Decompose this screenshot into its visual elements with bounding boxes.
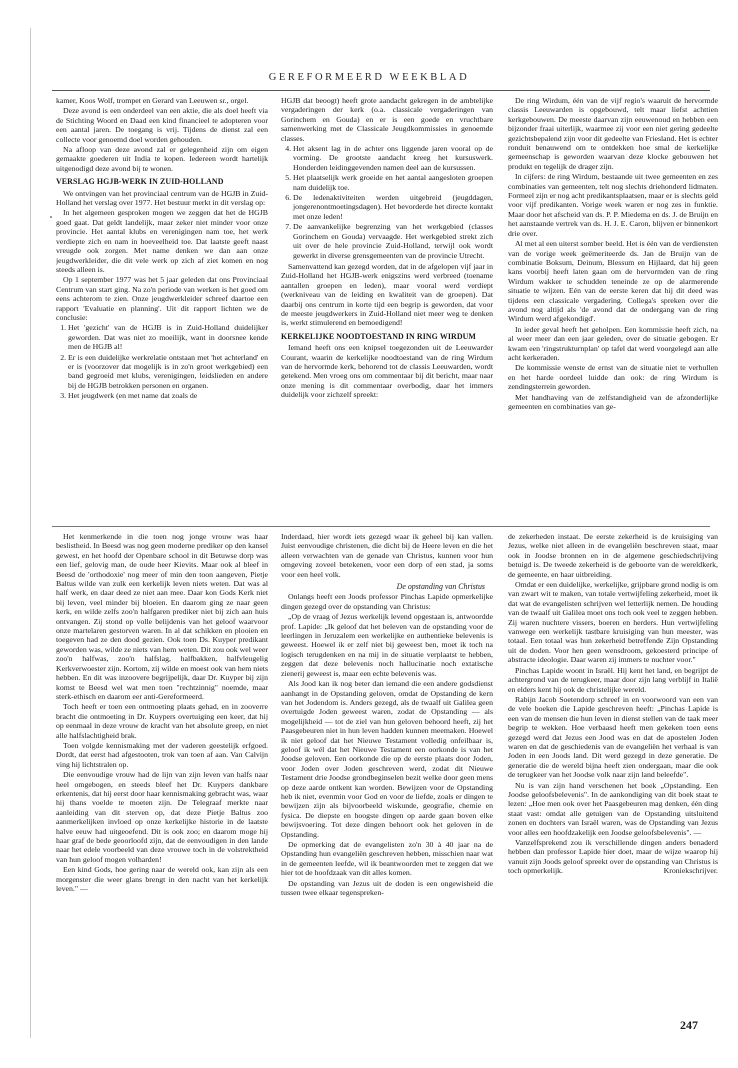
paragraph-final [508, 838, 718, 876]
list-item: 6. De ledenaktiviteiten werden uitgebreid (jeugddagen, jongerenontmoetingsdagen). Het bevorderde het directe kontakt met onze leden! [293, 193, 493, 221]
list-item: 5. Het plaatselijk werk groeide en het aantal aangesloten groepen nam duidelijk toe. [293, 173, 493, 192]
section-divider-rule [52, 526, 710, 527]
paragraph: „Op de vraag of Jezus werkelijk levend opgestaan is, antwoordde prof. Lapide: „Ik geloof dat het beleven van de opstanding voor de leerlingen in Jeruzalem een werkelijke en authentieke belevenis is geweest. Hoewel ik er zelf niet bij geweest ben, moet ik toch na logisch terugdenken en na mij in de situatie verplaatst te hebben, zeggen dat deze belevenis noch hallucinatie noch extatische zienerij geweest is, maar een echte belevenis was. [281, 612, 493, 678]
paragraph: In cijfers: de ring Wirdum, bestaande uit twee gemeenten en zes combinaties van gemeenten, telt nog slechts driehonderd lidmaten. Formeel zijn er nog acht predikantsplaatsen, maar er is slechts geld voor vijf predikanten. Vorige week waren er nog zes in funktie. Maar door het afscheid van ds. P. P. Miedema en ds. J. de Bruijn en het aanstaande vertrek van ds. H. J. E. Caron, blijven er binnenkort drie over. [508, 172, 718, 238]
paragraph: De opmerking dat de evangelisten zo'n 30 à 40 jaar na de Opstanding hun evangeliën geschreven hebben, misschien naar wat in de gemeenten leefde, wil ik beantwoorden met te zeggen dat we hier tot de hoofdzaak van dit alles komen. [281, 840, 493, 878]
paragraph: In het algemeen gesproken mogen we zeggen dat het de HGJB goed gaat. Dat geldt landelijk, maar zeker niet minder voor onze provincie. Het aantal klubs en verenigingen nam toe, het werk verdiepte zich en nam in hoeveelheid toe. Dat laatste geeft naast vreugde ook zorgen. Met name denken we dan aan onze jeugdwerkleider, die dit vele werk op zich af ziet komen en nog steeds alleen is. [56, 208, 268, 274]
author-signature: Kroniekschrijver. [663, 866, 718, 876]
paragraph: de zekerheden instaat. De eerste zekerheid is de kruisiging van Jezus, welke niet alleen in de evangeliën beschreven staat, maar ook in Joodse bronnen en in de algemene geschiedschrijving betuigd is. De tweede zekerheid is de geboorte van de wereldkerk, de gemeente, en haar uitbreiding. [508, 532, 718, 579]
paragraph: Pinchas Lapide woont in Israël. Hij kent het land, en begrijpt de achtergrond van de terugkeer, maar door zijn lang verblijf in Italië en elders kent hij ook de christelijke wereld. [508, 665, 718, 694]
paragraph: Als Jood kan ik nog beter dan iemand die een andere godsdienst aanhangt in de Opstanding geloven, omdat de Opstanding de kern van het Jodendom is. Anders gezegd, als de twaalf uit Galilea geen overtuigde Joden geweest waren, zodat de Opstanding — als mogelijkheid — tot de ziel van hun geloven behoord heeft, zij het Paasgebeuren niet in hun leven hadden kunnen meemaken. Hoewel ik niet geloof dat het Nieuwe Testament volledig onfeilbaar is, geloof ik wél dat het Nieuwe Testament een oorkonde is van het Joodse geloven. Een oorkonde die op de eerste plaats door Joden, voor Joden over Joden geschreven werd, zodat dit Nieuwe Testament drie Joodse grondbeginselen bezit welke door geen mens op deze aarde ontkent kan worden. Bewijzen voor de Opstanding heb ik niet, evenmin voor God en voor de liefde, zoals er dingen te bewijzen zijn als bijvoorbeeld wiskunde, geografie, chemie en fysica. De diepste en hoogste dingen op aarde gaan boven elke bewijsvoering. Tot deze dingen behoort ook het geloven in de Opstanding. [281, 679, 493, 839]
paragraph: De ring Wirdum, één van de vijf regio's waaruit de hervormde classis Leeuwarden is opgebouwd, telt maar liefst achttien kerkgebouwen. De meeste daarvan zijn eeuwenoud en hebben een bijzonder fraai uiterlijk, waarmee zij voor een niet gering gedeelte gezichtsbepalend zijn voor dit gedeelte van Friesland. Het is echter ronduit benauwend om te ontdekken hoe smal de kerkelijke gemeenschap is geworden waarvan deze klocke gebouwen het produkt en tegelijk de drager zijn. [508, 96, 718, 171]
running-title: GEREFORMEERD WEEKBLAD [268, 72, 470, 83]
section-heading-hgjb: VERSLAG HGJB-WERK IN ZUID-HOLLAND [56, 177, 224, 187]
paragraph: Nu is van zijn hand verschenen het boek „Opstanding. Een Joodse geloofsbelevenis". In de aankondiging van dit boek staat te lezen: „Hoe men ook over het Paasgebeuren mag denken, één ding staat vast: omdat alle getuigen van de Opstanding uitsluitend zonen en dochters van Israël waren, was de Opstanding van Jezus voor alles een hoofdzakelijk een Joodse geloofsbelevenis". — [508, 780, 718, 837]
paragraph: Toch heeft er toen een ontmoeting plaats gehad, en in zooverre bracht die ontmoeting in Dr. Kuypers overtuiging een keer, dat hij op eenmaal in deze vrouw de kracht van het absolute greep, en niet alle halfslachtigheid brak. [56, 702, 268, 740]
header-rule [52, 90, 710, 91]
paragraph: Het kenmerkende in die toen nog jonge vrouw was haar beslistheid. In Beesd was nog geen moderne prediker op den kansel gewest, en het hoofd der Openbare school in dit Betuwse dorp was een lief, gelovig man, de oude heer Kievits. Maar ook al bleef in Beesd de 'orthodoxie' nog meer of min den toon aangeven, Pietje Baltus wilde van zulk een kerkelijk leven niets weten. Dat was al half werk, en daar deed ze niet aan mee. Daar kon Gods Kerk niet bij leven, veel minder bij bloeien. En daarom ging ze naar geen kerk, en wilde zelfs zoo'n halfgaren prediker niet bij zich aan huis ontvangen. Zij stond op volle belijdenis van het geloof waarvoor onze martelaren gestorven waren. In al dat schikken en plooien en toegeven had ze den dood gezien. Ook toen Ds. Kuyper predikant geworden was, wilde ze niets van hem weten. Dit zou ook wel weer zoo'n halfwas, zoo'n halfslag, halfbakken, halfvleugelig Kerkverwoester zijn. Kortom, zij wilde en moest ook van hem niets hebben. En dit was inzoovere begrijpelijk, daar Dr. Kuyper bij zijn komst te Beesd wel wat men toen "rechtzinnig" noemde, maar sterk-ethisch en daarom eer anti-Gereformeerd. [56, 532, 268, 701]
paragraph: Met handhaving van de zelfstandigheid van de afzonderlijke gemeenten en combinaties van ge- [508, 392, 718, 411]
column-3-bottom [508, 532, 718, 1006]
paragraph: Iemand heeft ons een knipsel toegezonden uit de Leeuwarder Courant, waarin de kerkelijke noodtoestand van de ring Wirdum van de hervormde kerk, behorend tot de classis Leeuwarden, wordt getekend. Men vroeg ons om commentaar bij dit bericht, maar naar onze mening is dit commentaar overbodig, daar het immers duidelijk voor zichzelf spreekt: [281, 343, 493, 400]
paragraph: De kommissie wenste de ernst van de situatie niet te verhullen en het harde oordeel luidde dan ook: de ring Wirdum is zendingsterrein geworden. [508, 363, 718, 392]
column-3-top [508, 96, 718, 522]
paragraph: Op 1 september 1977 was het 5 jaar geleden dat ons Provinciaal Centrum van start ging. Na zo'n periode van werken is het goed om eens achterom te zien. Onze jeugdwerkleider schreef daartoe een rapport 'Evaluatie en planning'. Uit dit rapport lichten we de conclusie: [56, 275, 268, 322]
paragraph: Inderdaad, hier wordt iets gezegd waar ik geheel bij kan vallen. Juist eenvoudige christenen, die dicht bij de Heere leven en die het alleen verwachten van de genade van Christus, kunnen voor hun omgeving zoveel betekenen, voor een dorp of een stad, ja soms voor een heel volk. [281, 532, 493, 579]
paragraph: Omdat er een duidelijke, werkelijke, grijpbare grond nodig is om van zwart wit te maken, van totale vertwijfeling zekerheid, moet ik dat wat de evangelisten schrijven wel letterlijk nemen. De houding van de twaalf uit Galilea moet ons toch ook veel te zeggen hebben. Zij waren nuchtere vissers, boeren en herders. Hun vertwijfeling vanwege een werkelijk tastbare kruisiging van hun meester, was totaal. Een totaal was hun zekerheid betreffende Zijn Opstanding uit de doden. Voor hen geen wensdroom, gekoesterd principe of abstracte ideologie. Daar waren zij immers te nuchter voor." [508, 580, 718, 665]
column-1-bottom [56, 532, 268, 1006]
column-2-bottom [281, 532, 493, 1006]
subheading-opstanding: De opstanding van Christus [396, 582, 485, 592]
paragraph: Een kind Gods, hoe gering naar de wereld ook, kan zijn als een morgenster die weer glans brengt in den nacht van het kerkelijk leven." — [56, 865, 268, 894]
column-2-top [281, 96, 493, 522]
paragraph: Deze avond is een onderdeel van een aktie, die als doel heeft via de Stichting Woord en Daad een kind financieel te adopteren voor een aantal jaren. De toegang is vrij. Tijdens de dienst zal een collecte voor genoemd doel worden gehouden. [56, 106, 268, 144]
paragraph: De opstanding van Jezus uit de doden is een ongewisheid die tussen twee elkaar tegenspreken- [281, 878, 493, 898]
paragraph: In ieder geval heeft het geholpen. Een kommissie heeft zich, na al weer meer dan een jaar geleden, over de situatie gebogen. Er kwam een 'ringstrukturnplan' op tafel dat werd voorgelegd aan alle acht kerkeraden. [508, 324, 718, 362]
list-item: 7. De aanvankelijke begrenzing van het werkgebied (classes Gorinchem en Gouda) vervaagde. Het werkgebied strekt zich uit over de hele provincie Zuid-Holland, terwijl ook wordt gewerkt in diverse grensgemeenten van de provincie Utrecht. [293, 222, 493, 260]
paragraph: Rabijn Jacob Soetendorp schreef in en voorwoord van een van de vele boeken die Lapide geschreven heeft: „Pinchas Lapide is een van de mensen die hun leven in dienst stellen van de taak meer begrip te wekken. Hoe verbaasd heeft men gekeken toen eens gezegd werd dat Jezus een Jood was en dat de apostelen Joden waren en dat de geschiedenis van de evangeliën het verhaal is van Joden in een Joods land. Dit werd gezegd in deze generatie. De generatie die de wereld bijna heeft zien ondergaan, maar die ook de terugkeer van het Joodse volk naar zijn land beleefde". [508, 694, 718, 780]
paragraph: Al met al een uiterst somber beeld. Het is één van de verdiensten van de vorige week geëmeriteerde ds. Jan de Bruijn van de combinatie Boksum, Deinum, Blessum en Hijlaard, dat hij geen kans voorbij heeft laten gaan om de hervormden van de ring Wirdum wakker te schudden teneinde ze op de alarmerende situatie te wijzen. Eén van de eerste keren dat hij dit deed was tijdens een classicale vergadering. Collega's spreken over die avond nog altijd als 'de avond dat de ondergang van de ring Wirdum werd afgekondigd'. [508, 239, 718, 324]
paragraph: HGJB dat beoogt) heeft grote aandacht gekregen in de ambtelijke vergaderingen der kerk (o.a. classicale vergaderingen van Gorinchem en Gouda) en er is een goede en vruchtbare samenwerking met de Classicale Jeugdkommissies in genoemde classes. [281, 96, 493, 143]
page-edge-line [30, 28, 31, 1038]
list-item: 4. Het aksent lag in de achter ons liggende jaren vooral op de vorming. De grootste aandacht kreeg het kursuswerk. Honderden leidinggevenden namen deel aan de kursussen. [293, 144, 493, 172]
list-item: 1. Het 'gezicht' van de HGJB is in Zuid-Holland duidelijker geworden. Dat was niet zo moeilijk, want in doorsnee kende men de HGJB al! [68, 323, 268, 351]
paragraph: Na afloop van deze avond zal er gelegenheid zijn om eigen gemaakte goederen uit India te kopen. Iedereen wordt hartelijk uitgenodigd deze avond bij te wonen. [56, 145, 268, 173]
page-number: 247 [680, 1018, 698, 1032]
paragraph-text: Vanzelfsprekend zou ik verschillende dingen anders benaderd hebben dan professor Lapide hier doet, maar de wijze waarop hij vanuit zijn Joods geloof spreekt over de opstanding van Christus is toch opmerkelijk. [508, 838, 718, 876]
paragraph: Samenvattend kan gezegd worden, dat in de afgelopen vijf jaar in Zuid-Holland het HGJB-werk enigszins werd verbreed (toename aantallen groepen en leden), maar vooral werd verdiept (werkniveau van de leiding en kwaliteit van de groepen). Dat daarbij ons centrum in korte tijd een begrip is geworden, dat voor de meeste jeugdwerkers in Zuid-Holland niet meer weg te denken is, werkt stimulerend en bemoedigend! [281, 261, 493, 328]
paragraph: Onlangs heeft een Joods professor Pinchas Lapide opmerkelijke dingen gezegd over de opstanding van Christus: [281, 592, 493, 611]
conclusion-list-continued [281, 144, 493, 260]
paragraph: kamer, Koos Wolf, trompet en Gerard van Leeuwen sr., orgel. [56, 96, 249, 105]
paragraph: Die eenvoudige vrouw had de lijn van zijn leven van halfs naar heel omgebogen, en steeds bleef het Dr. Kuypers dankbare erkentenis, dat hij eerst door haar kennismaking gebracht was, waar hij thans voelde te moeten zijn. De Telegraaf merkte naar aanleiding van dit sterven op, dat deze Pietje Baltus zoo aanmerkelijken invloed op onze kerkelijke historie in de laatste halve eeuw had uitgeoefend. Dit is ook zoo; en daarom moge hij haar graf de bede geoorloofd zijn, dat de eenvoudigen in den lande naar het edele voorbeeld van deze vrouwe toch in de volstrektheid van hun geloof mogen volharden! [56, 770, 268, 864]
conclusion-list [56, 323, 268, 400]
print-speck [50, 216, 52, 218]
column-1-top [56, 96, 268, 522]
section-heading-wirdum: KERKELIJKE NOODTOESTAND IN RING WIRDUM [281, 331, 476, 341]
paragraph: Toen volgde kennismaking met der vaderen geestelijk erfgoed. Dordt, dat eerst had afgestooten, trok van toen af aan. Van Calvijn ving hij lichtstralen op. [56, 740, 268, 769]
paragraph: We ontvingen van het provinciaal centrum van de HGJB in Zuid-Holland het verslag over 1977. Het bestuur merkt in dit verslag op: [56, 188, 268, 208]
list-item: 2. Er is een duidelijke werkrelatie ontstaan met 'het achterland' en er is (voorzover dat mogelijk is in zo'n groot werkgebied) een band gegroeid met klubs, verenigingen, leidslieden en andere bij de HGJB betrokken personen en organen. [68, 353, 268, 391]
list-item: 3. Het jeugdwerk (en met name dat zoals de [68, 391, 268, 400]
